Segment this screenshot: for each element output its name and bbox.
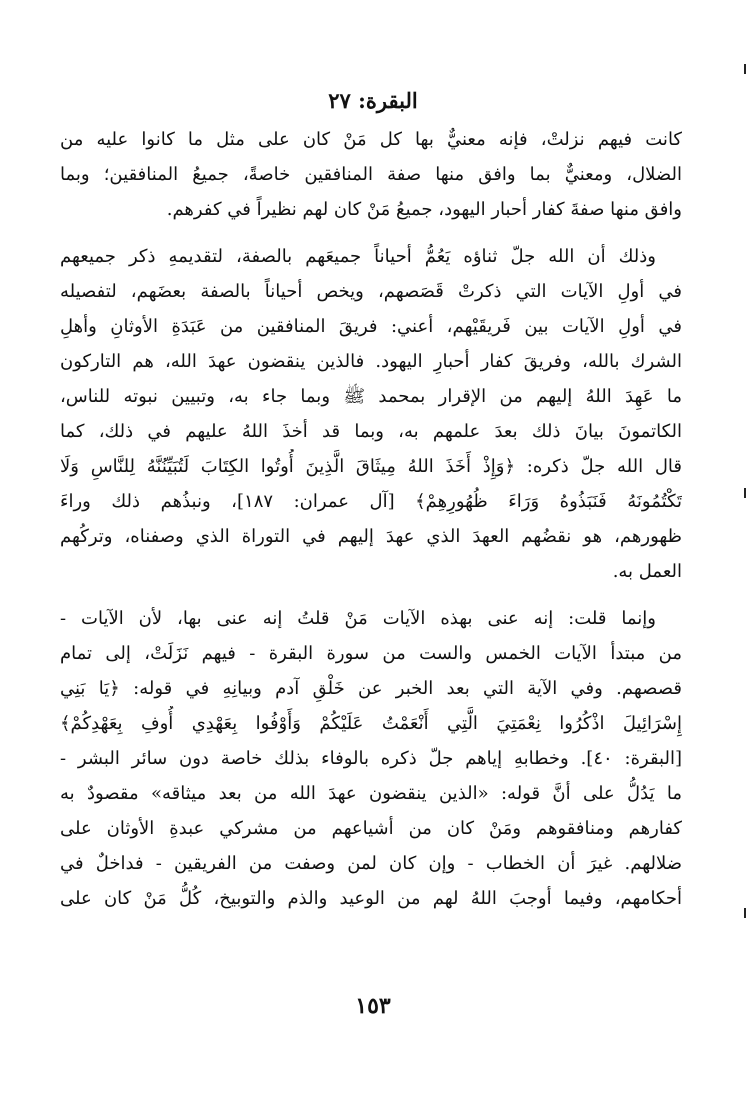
- text-line: الضلال، ومعنيٌّ بما وافق منها صفة المنافقين خاصةً، جميعُ المنافقين؛ وبما: [60, 164, 682, 185]
- page-header: [0, 88, 746, 113]
- quran-quote-line: إِسْرَائِيلَ اذْكُرُوا نِعْمَتِيَ الَّتِي أَنْعَمْتُ عَلَيْكُمْ وَأَوْفُوا بِعَهْدِي أُوفِ بِعَهْدِكُمْ﴾: [60, 713, 682, 734]
- page-footer: [0, 993, 746, 1019]
- text-line: وإنما قلت: إنه عنى بهذه الآيات مَنْ قلتُ إنه عنى بها، لأن الآيات -: [60, 608, 657, 629]
- text-line: ما عَهِدَ اللهُ إليهم من الإقرار بمحمد ﷺ وبما جاء به، وتبيين نبوته للناس،: [60, 386, 682, 407]
- quran-quote-line: قال الله جلّ ذكره: ﴿وَإِذْ أَخَذَ اللهُ مِيثَاقَ الَّذِينَ أُوتُوا الكِتَابَ لَتُبَيِّنُنَّهُ لِلنَّاسِ وَلَا: [60, 456, 682, 477]
- paragraph-3: [60, 601, 682, 916]
- page-body: [60, 122, 682, 916]
- text-line: وافق منها صفةَ كفار أحبار اليهود، جميعُ مَنْ كان لهم نظيراً في كفرهم.: [166, 199, 682, 220]
- text-line: الكاتمونَ بيانَ ذلك بعدَ علمهم به، وبما قد أخذَ اللهُ عليهم في ذلك، كما: [60, 421, 682, 442]
- text-line: في أولِ الآيات التي ذكرتْ قَصَصهم، ويخص أحياناً بالصفة بعضَهم، لتفصيله: [60, 281, 682, 302]
- paragraph-1: [60, 122, 682, 227]
- text-line: الشرك بالله، وفريقَ كفار أحبارِ اليهود. فالذين ينقضون عهدَ الله، هم التاركون: [60, 351, 682, 372]
- quran-quote-line: تَكْتُمُونَهُ فَنَبَذُوهُ وَرَاءَ ظُهُورِهِمْ﴾ [آل عمران: ١٨٧]، ونبذُهم ذلك وراءَ: [60, 491, 682, 512]
- text-line: العمل به.: [612, 561, 682, 582]
- text-line: كانت فيهم نزلتْ، فإنه معنيٌّ بها كل مَنْ كان على مثل ما كانوا عليه من: [60, 129, 682, 150]
- text-line: قصصهم. وفي الآية التي بعد الخبر عن خَلْقِ آدم وبيانِهِ في قوله: ﴿يَا بَنِي: [60, 678, 682, 699]
- text-line: من مبتدأ الآيات الخمس والست من سورة البقرة - فيهم نَزَلَتْ، إلى تمام: [60, 643, 682, 664]
- text-line: ضلالهم. غيرَ أن الخطاب - وإن كان لمن وصفت من الفريقين - فداخلٌ في: [60, 853, 682, 874]
- text-line: ظهورهم، هو نقضُهم العهدَ الذي عهدَ إليهم في التوراة الذي وصفناه، وتركُهم: [60, 526, 682, 547]
- text-line: في أولِ الآيات بين فَريقَيْهم، أعني: فريقَ المنافقين من عَبَدَةِ الأوثانِ وأهلِ: [60, 316, 682, 337]
- paragraph-2: [60, 239, 682, 589]
- page-number: ١٥٣: [355, 993, 391, 1019]
- text-line: أحكامهم، وفيما أوجبَ اللهُ لهم من الوعيد والذم والتوبيخ، كُلُّ مَنْ كان على: [60, 888, 682, 909]
- running-title: البقرة: ٢٧: [328, 88, 418, 113]
- text-line: كفارهم ومنافقوهم ومَنْ كان من أشياعهم من مشركي عبدةِ الأوثان على: [60, 818, 682, 839]
- text-line: [البقرة: ٤٠]. وخطابهِ إياهم جلّ ذكره بالوفاء بذلك خاصة دون سائر البشر -: [60, 748, 682, 769]
- text-line: وذلك أن الله جلّ ثناؤه يَعُمُّ أحياناً جميعَهم بالصفة، لتقديمهِ ذكر جميعهم: [60, 246, 656, 267]
- text-line: ما يَدُلُّ على أنَّ قوله: «الذين ينقضون عهدَ الله من بعد ميثاقه» مقصودٌ به: [60, 783, 682, 804]
